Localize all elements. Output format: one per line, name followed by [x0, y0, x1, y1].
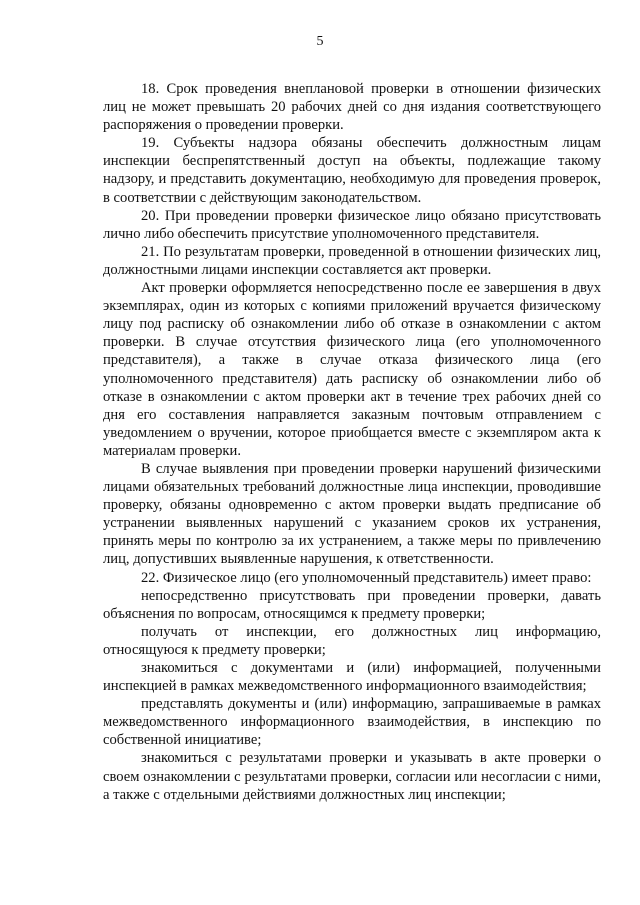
right-item-submit-documents: представлять документы и (или) информацию, запрашиваемые в рамках межведомственного информационного взаимодействия, в инспекцию по собственной инициативе; — [103, 696, 601, 749]
right-item-receive-info: получать от инспекции, его должностных лиц информацию, относящуюся к предмету проверки; — [103, 623, 601, 658]
paragraph-19: 19. Субъекты надзора обязаны обеспечить должностным лицам инспекции беспрепятственный доступ на объекты, подлежащие такому надзору, и представить документацию, необходимую для проведения проверок, в соответствии с действующим законодательством. — [103, 135, 601, 206]
paragraph-22: 22. Физическое лицо (его уполномоченный представитель) имеет право: — [141, 569, 592, 586]
right-item-attend: непосредственно присутствовать при проведении проверки, давать объяснения по вопросам, относящимся к предмету проверки; — [103, 587, 601, 622]
page-number: 5 — [316, 34, 324, 49]
paragraph-21: 21. По результатам проверки, проведенной в отношении физических лиц, должностными лицами инспекции составляется акт проверки. — [103, 243, 601, 278]
paragraph-20: 20. При проведении проверки физическое лицо обязано присутствовать лично либо обеспечить присутствие уполномоченного представителя. — [103, 207, 601, 242]
paragraph-18: 18. Срок проведения внеплановой проверки в отношении физических лиц не может превышать 20 рабочих дней со дня издания соответствующего распоряжения о проведении проверки. — [103, 81, 601, 134]
right-item-review-documents: знакомиться с документами и (или) информацией, полученными инспекцией в рамках межведомственного информационного взаимодействия; — [103, 660, 601, 695]
document-body — [103, 80, 601, 804]
paragraph-violations: В случае выявления при проведении проверки нарушений физическими лицами обязательных требований должностные лица инспекции, проводившие проверку, обязаны одновременно с актом проверки выдать предписание об устранении выявленных нарушений с указанием сроков их устранения, принять меры по контролю за их устранением, а также меры по привлечению лиц, допустивших выявленные нарушения, к ответственности. — [103, 460, 601, 568]
paragraph-act-of-inspection: Акт проверки оформляется непосредственно после ее завершения в двух экземплярах, один из которых с копиями приложений вручается физическому лицу под расписку об ознакомлении либо об отказе в ознакомлении с актом проверки. В случае отсутствия физического лица (его уполномоченного представителя), а также в случае отказа физического лица (его уполномоченного представителя) дать расписку об ознакомлении либо об отказе в ознакомлении с актом проверки акт в течение трех рабочих дней со дня его составления направляется заказным почтовым отправлением с уведомлением о вручении, которое приобщается вместе с экземпляром акта к материалам проверки. — [103, 280, 601, 459]
right-item-review-results: знакомиться с результатами проверки и указывать в акте проверки о своем ознакомлении с результатами проверки, согласии или несогласии с ними, а также с отдельными действиями должностных лиц инспекции; — [103, 750, 601, 803]
